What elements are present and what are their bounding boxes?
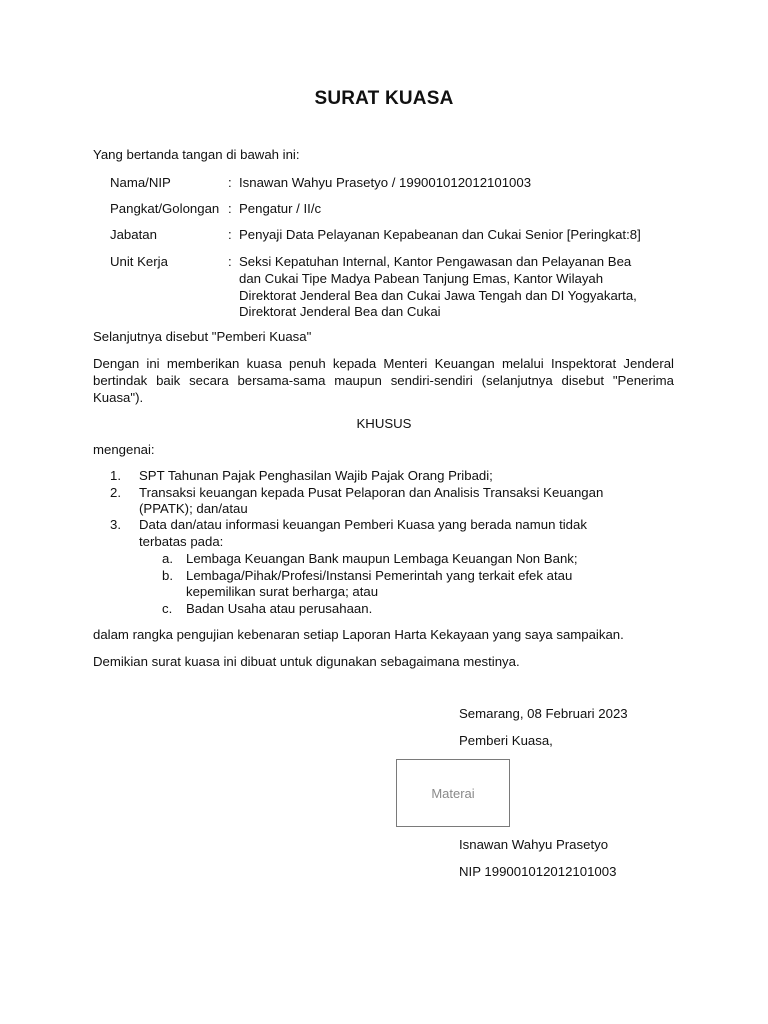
intro-text: Yang bertanda tangan di bawah ini:	[93, 147, 300, 162]
list-item-continued: (PPATK); dan/atau	[139, 501, 248, 516]
khusus-heading: KHUSUS	[356, 416, 412, 431]
sublist-item-continued: kepemilikan surat berharga; atau	[186, 584, 379, 599]
sublist-letter: a.	[162, 551, 173, 566]
field-value-nama: Isnawan Wahyu Prasetyo / 199001012012101003	[239, 175, 532, 190]
list-item: Data dan/atau informasi keuangan Pemberi Kuasa yang berada namun tidak	[139, 517, 587, 532]
field-value-jabatan: Penyaji Data Pelayanan Kepabeanan dan Cukai Senior [Peringkat:8]	[239, 227, 641, 242]
field-value-unit-kerja-line: Seksi Kepatuhan Internal, Kantor Pengawasan dan Pelayanan Bea	[239, 254, 632, 269]
list-item: SPT Tahunan Pajak Penghasilan Wajib Pajak Orang Pribadi;	[139, 468, 493, 483]
purpose-text: dalam rangka pengujian kebenaran setiap Laporan Harta Kekayaan yang saya sampaikan.	[93, 627, 624, 642]
field-value-unit-kerja-line: Direktorat Jenderal Bea dan Cukai	[239, 304, 441, 319]
field-label-jabatan: Jabatan	[110, 227, 157, 242]
list-number: 2.	[110, 485, 121, 500]
field-label-unit-kerja: Unit Kerja	[110, 254, 168, 269]
mengenai-text: mengenai:	[93, 442, 155, 457]
field-colon: :	[228, 201, 232, 216]
field-label-pangkat: Pangkat/Golongan	[110, 201, 220, 216]
sublist-letter: c.	[162, 601, 173, 616]
closing-text: Demikian surat kuasa ini dibuat untuk digunakan sebagaimana mestinya.	[93, 654, 520, 669]
list-number: 1.	[110, 468, 121, 483]
list-number: 3.	[110, 517, 121, 532]
sublist-letter: b.	[162, 568, 173, 583]
place-date: Semarang, 08 Februari 2023	[459, 706, 628, 721]
signer-name: Isnawan Wahyu Prasetyo	[459, 837, 609, 852]
signer-nip: NIP 199001012012101003	[459, 864, 617, 879]
materai-stamp-box	[396, 759, 510, 827]
sublist-item: Lembaga Keuangan Bank maupun Lembaga Keuangan Non Bank;	[186, 551, 578, 566]
signer-role: Pemberi Kuasa,	[459, 733, 553, 748]
list-item: Transaksi keuangan kepada Pusat Pelaporan dan Analisis Transaksi Keuangan	[139, 485, 604, 500]
list-item-continued: terbatas pada:	[139, 534, 224, 549]
sublist-item: Badan Usaha atau perusahaan.	[186, 601, 373, 616]
grant-paragraph: Dengan ini memberikan kuasa penuh kepada Menteri Keuangan melalui Inspektorat Jenderal bertindak baik secara bersama-sama maupun sendiri-sendiri (selanjutnya disebut "Penerima Kuasa").	[93, 356, 674, 405]
field-colon: :	[228, 227, 232, 242]
field-colon: :	[228, 254, 232, 269]
field-colon: :	[228, 175, 232, 190]
field-label-nama: Nama/NIP	[110, 175, 171, 190]
field-value-unit-kerja-line: dan Cukai Tipe Madya Pabean Tanjung Emas, Kantor Wilayah	[239, 271, 604, 286]
document-title: SURAT KUASA	[314, 88, 454, 109]
sublist-item: Lembaga/Pihak/Profesi/Instansi Pemerintah yang terkait efek atau	[186, 568, 573, 583]
materai-label: Materai	[431, 785, 475, 801]
field-value-pangkat: Pengatur / II/c	[239, 201, 322, 216]
pemberi-kuasa-note: Selanjutnya disebut "Pemberi Kuasa"	[93, 329, 312, 344]
field-value-unit-kerja-line: Direktorat Jenderal Bea dan Cukai Jawa Tengah dan DI Yogyakarta,	[239, 288, 637, 303]
